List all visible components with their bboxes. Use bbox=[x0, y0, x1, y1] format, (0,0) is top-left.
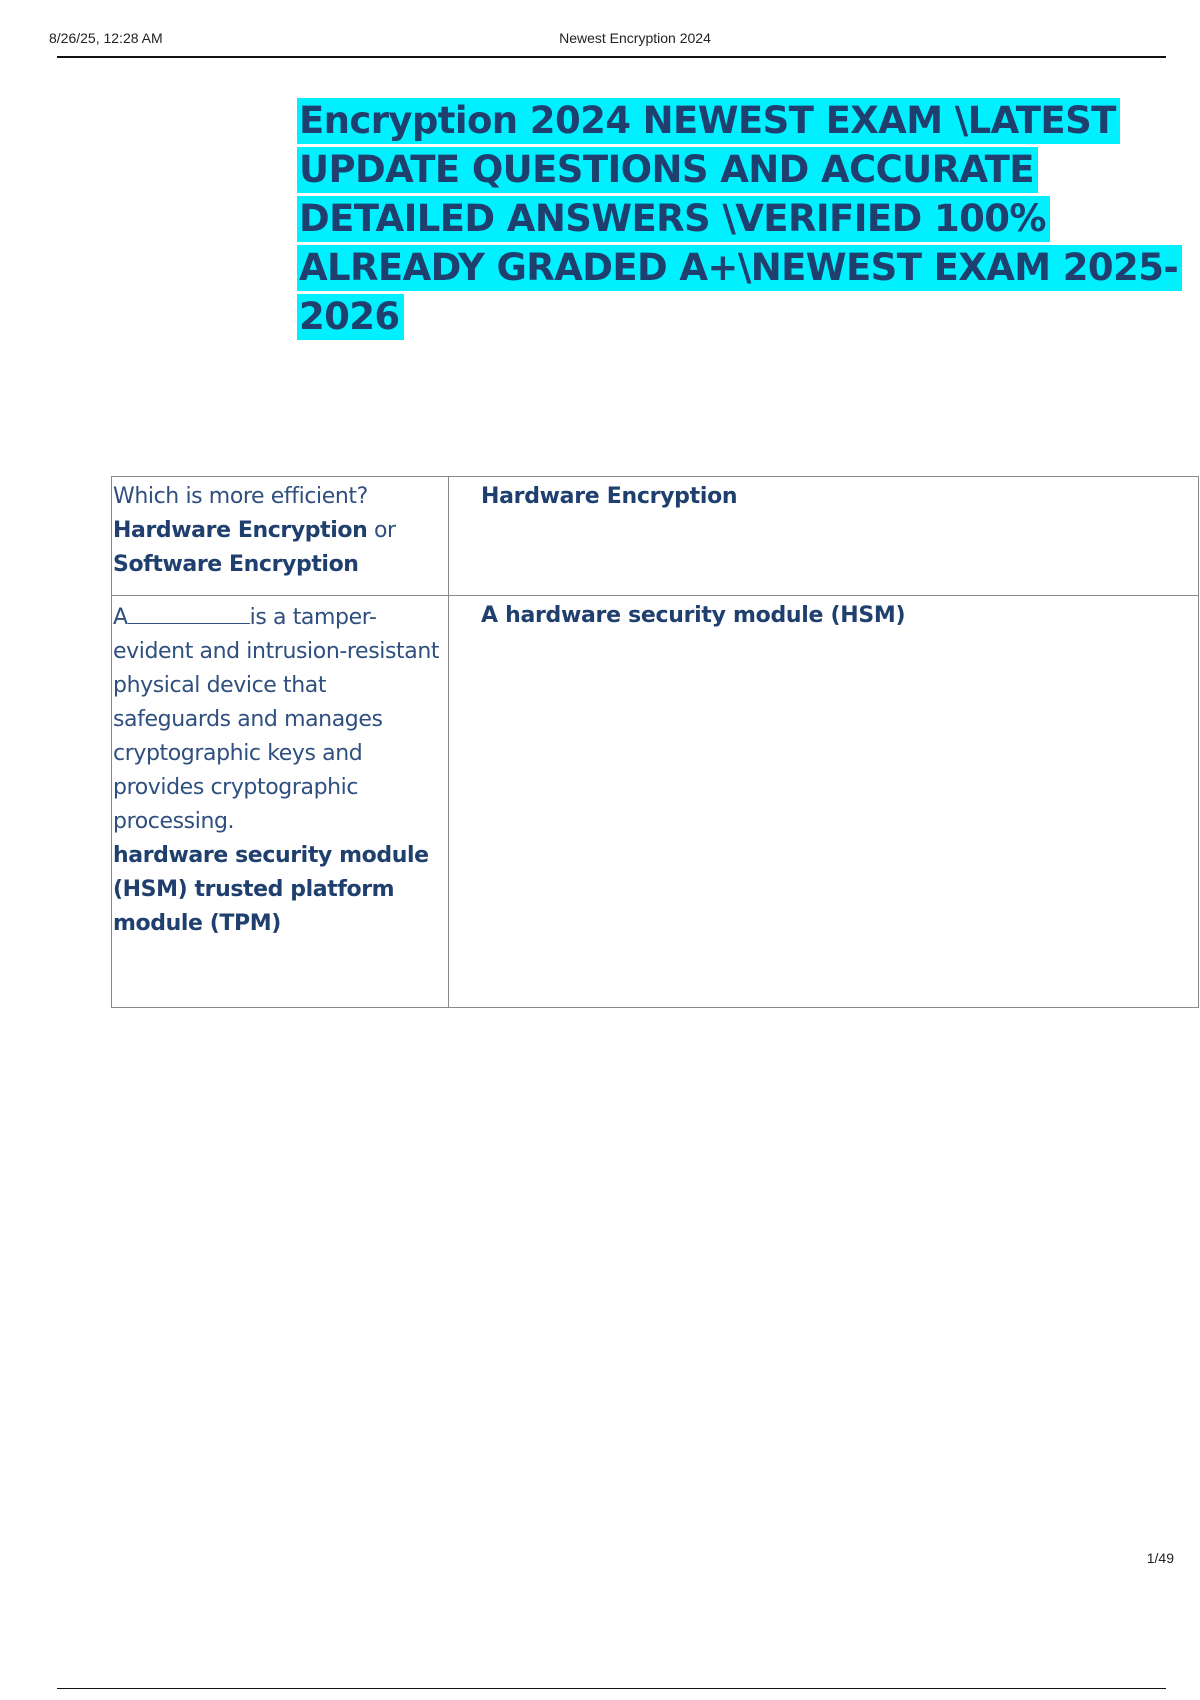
page-number: 1/49 bbox=[1146, 1550, 1174, 1566]
question-intro: Which is more efficient? bbox=[113, 484, 368, 509]
header-rule bbox=[57, 56, 1166, 58]
table-row bbox=[112, 477, 1199, 596]
question-option: Hardware Encryption bbox=[113, 518, 368, 543]
question-cell bbox=[112, 596, 449, 1008]
document-title bbox=[297, 96, 1197, 341]
question-or: or bbox=[367, 518, 396, 543]
answer-text: Hardware Encryption bbox=[481, 484, 738, 509]
answer-cell bbox=[449, 596, 1199, 1008]
print-header-title: Newest Encryption 2024 bbox=[559, 30, 711, 46]
question-text bbox=[112, 596, 448, 949]
answer-cell bbox=[449, 477, 1199, 596]
qa-table bbox=[111, 476, 1199, 1008]
question-start: A bbox=[113, 605, 128, 630]
question-body: is a tamper-evident and intrusion-resistant physical device that safeguards and manages cryptographic keys and provides cryptographic processing. bbox=[113, 605, 440, 834]
question-options: hardware security module (HSM) trusted platform module (TPM) bbox=[113, 843, 429, 936]
question-cell bbox=[112, 477, 449, 596]
footer-rule bbox=[57, 1688, 1166, 1689]
fill-in-blank bbox=[128, 599, 250, 624]
question-text bbox=[112, 477, 448, 590]
answer-text: A hardware security module (HSM) bbox=[481, 603, 906, 628]
table-row bbox=[112, 596, 1199, 1008]
print-datetime: 8/26/25, 12:28 AM bbox=[49, 30, 163, 46]
title-highlight: Encryption 2024 NEWEST EXAM \LATEST UPDATE QUESTIONS AND ACCURATE DETAILED ANSWERS \VERIFIED 100% ALREADY GRADED A+\NEWEST EXAM 2025-2026 bbox=[297, 98, 1182, 340]
question-option: Software Encryption bbox=[113, 552, 359, 577]
